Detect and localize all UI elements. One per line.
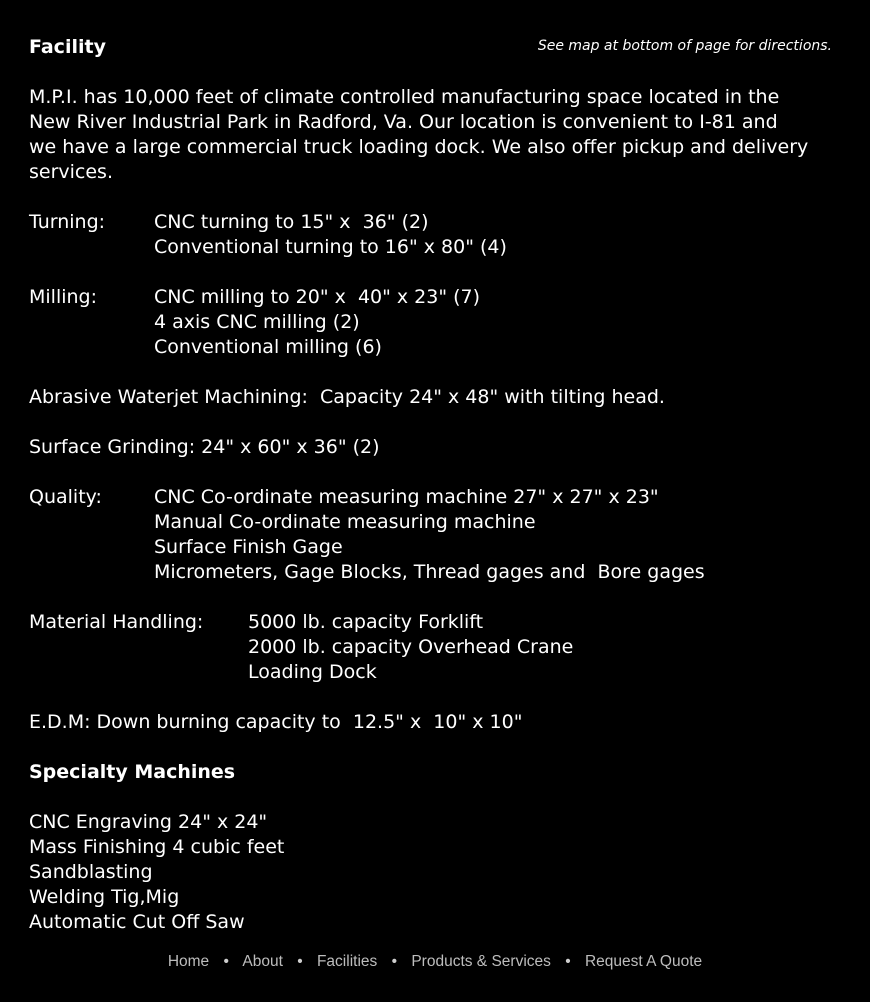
list-item: Welding Tig,Mig (29, 886, 180, 908)
list-item: Micrometers, Gage Blocks, Thread gages and Bore gages (154, 561, 705, 583)
specialty-list (29, 810, 841, 935)
edm-line: E.D.M: Down burning capacity to 12.5" x 10" x 10" (29, 711, 523, 733)
separator: • (223, 953, 229, 970)
quality-label: Quality: (29, 486, 102, 508)
list-item: Automatic Cut Off Saw (29, 911, 245, 933)
milling-section (29, 285, 841, 360)
list-item: Loading Dock (248, 661, 377, 683)
list-item: Manual Co-ordinate measuring machine (154, 511, 536, 533)
list-item: Surface Finish Gage (154, 536, 343, 558)
quality-list (154, 485, 705, 585)
material-handling-label: Material Handling: (29, 611, 204, 633)
specialty-title: Specialty Machines (29, 761, 236, 783)
list-item: Sandblasting (29, 861, 153, 883)
material-handling-section (29, 610, 841, 685)
list-item: Conventional milling (6) (154, 336, 382, 358)
list-item: Mass Finishing 4 cubic feet (29, 836, 285, 858)
list-item: CNC turning to 15" x 36" (2) (154, 211, 429, 233)
intro-line: M.P.I. has 10,000 feet of climate controlled manufacturing space located in the (29, 86, 780, 108)
list-item: 5000 lb. capacity Forklift (248, 611, 484, 633)
page-title: Facility (29, 36, 106, 58)
list-item: 2000 lb. capacity Overhead Crane (248, 636, 574, 658)
turning-section (29, 210, 841, 260)
intro-line: services. (29, 161, 113, 183)
list-item: CNC Engraving 24" x 24" (29, 811, 268, 833)
nav-link-request-quote[interactable]: Request A Quote (584, 953, 703, 970)
nav-link-products-services[interactable]: Products & Services (411, 953, 551, 970)
intro-paragraph (29, 85, 841, 185)
intro-line: we have a large commercial truck loading dock. We also offer pickup and delivery (29, 136, 809, 158)
turning-list (154, 210, 507, 260)
list-item: Conventional turning to 16" x 80" (4) (154, 236, 507, 258)
separator: • (391, 953, 398, 970)
intro-line: New River Industrial Park in Radford, Va. Our location is convenient to I-81 and (29, 111, 778, 133)
turning-label: Turning: (29, 211, 106, 233)
nav-link-home[interactable]: Home (167, 953, 210, 970)
separator: • (565, 953, 571, 970)
footer-nav (0, 950, 870, 974)
material-handling-list (248, 610, 573, 685)
directions-note: See map at bottom of page for directions. (537, 38, 832, 54)
separator: • (297, 953, 303, 970)
facility-content (29, 85, 841, 935)
nav-link-facilities[interactable]: Facilities (316, 953, 378, 970)
grinding-line: Surface Grinding: 24" x 60" x 36" (2) (29, 436, 380, 458)
milling-label: Milling: (29, 286, 98, 308)
list-item: 4 axis CNC milling (2) (154, 311, 360, 333)
milling-list (154, 285, 480, 360)
quality-section (29, 485, 841, 585)
list-item: CNC milling to 20" x 40" x 23" (7) (154, 286, 481, 308)
list-item: CNC Co-ordinate measuring machine 27" x 27" x 23" (154, 486, 659, 508)
nav-link-about[interactable]: About (242, 953, 283, 970)
waterjet-line: Abrasive Waterjet Machining: Capacity 24" x 48" with tilting head. (29, 386, 665, 408)
